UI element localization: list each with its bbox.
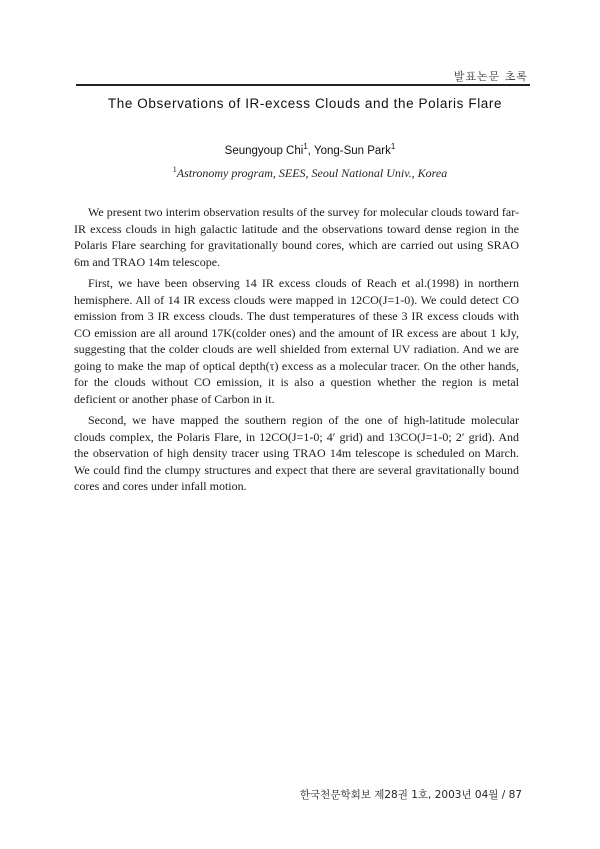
abstract-paragraph: First, we have been observing 14 IR excess clouds of Reach et al.(1998) in northern hemisphere. All of 14 IR excess clouds were mapped in 12CO(J=1-0). We could detect CO emission from 3 IR excess clouds. The dust temperatures of these 3 IR excess clouds with CO emission are all around 17K(colder ones) and the amount of IR excess are about 1 kJy, suggesting that the colder clouds are well shielded from external UV radiation. And we are going to make the map of optical depth(τ) excess as a molecular tracer. On the other hands, for the clouds without CO emission, it is also a question whether the region is metal deficient or another phase of Carbon in it. bbox=[74, 276, 519, 406]
author-line bbox=[80, 142, 540, 157]
author-name: Yong-Sun Park bbox=[313, 145, 391, 157]
abstract-paragraph: We present two interim observation results of the survey for molecular clouds toward far-IR excess clouds in high galactic latitude and the observations toward dense region in the Polaris Flare searching for gravitationally bound cores, which are carried out using SRAO 6m and TRAO 14m telescope. bbox=[74, 205, 519, 269]
header-rule bbox=[76, 84, 530, 86]
abstract-body bbox=[74, 204, 519, 500]
journal-citation: 한국천문학회보 제28권 1호, 2003년 04월 / 87 bbox=[299, 789, 522, 801]
paper-title: The Observations of IR-excess Clouds and the Polaris Flare bbox=[107, 96, 503, 111]
affiliation-mark: 1 bbox=[172, 165, 177, 174]
section-label: 발표논문 초록 bbox=[453, 70, 528, 83]
affiliation-text: Astronomy program, SEES, Seoul National Univ., Korea bbox=[176, 166, 448, 180]
abstract-paragraph: Second, we have mapped the southern region of the one of high-latitude molecular clouds complex, the Polaris Flare, in 12CO(J=1-0; 4′ grid) and 13CO(J=1-0; 2′ grid). And the observation of high density tracer using TRAO 14m telescope is scheduled on March. We could find the clumpy structures and expect that there are several gravitationally bound cores and cores under infall motion. bbox=[74, 413, 519, 493]
author-name: Seungyoup Chi bbox=[224, 145, 304, 157]
affiliation-mark: 1 bbox=[390, 142, 396, 152]
affiliation-mark: 1 bbox=[303, 142, 308, 152]
author-separator: , bbox=[307, 145, 314, 157]
affiliation-line bbox=[80, 166, 540, 181]
